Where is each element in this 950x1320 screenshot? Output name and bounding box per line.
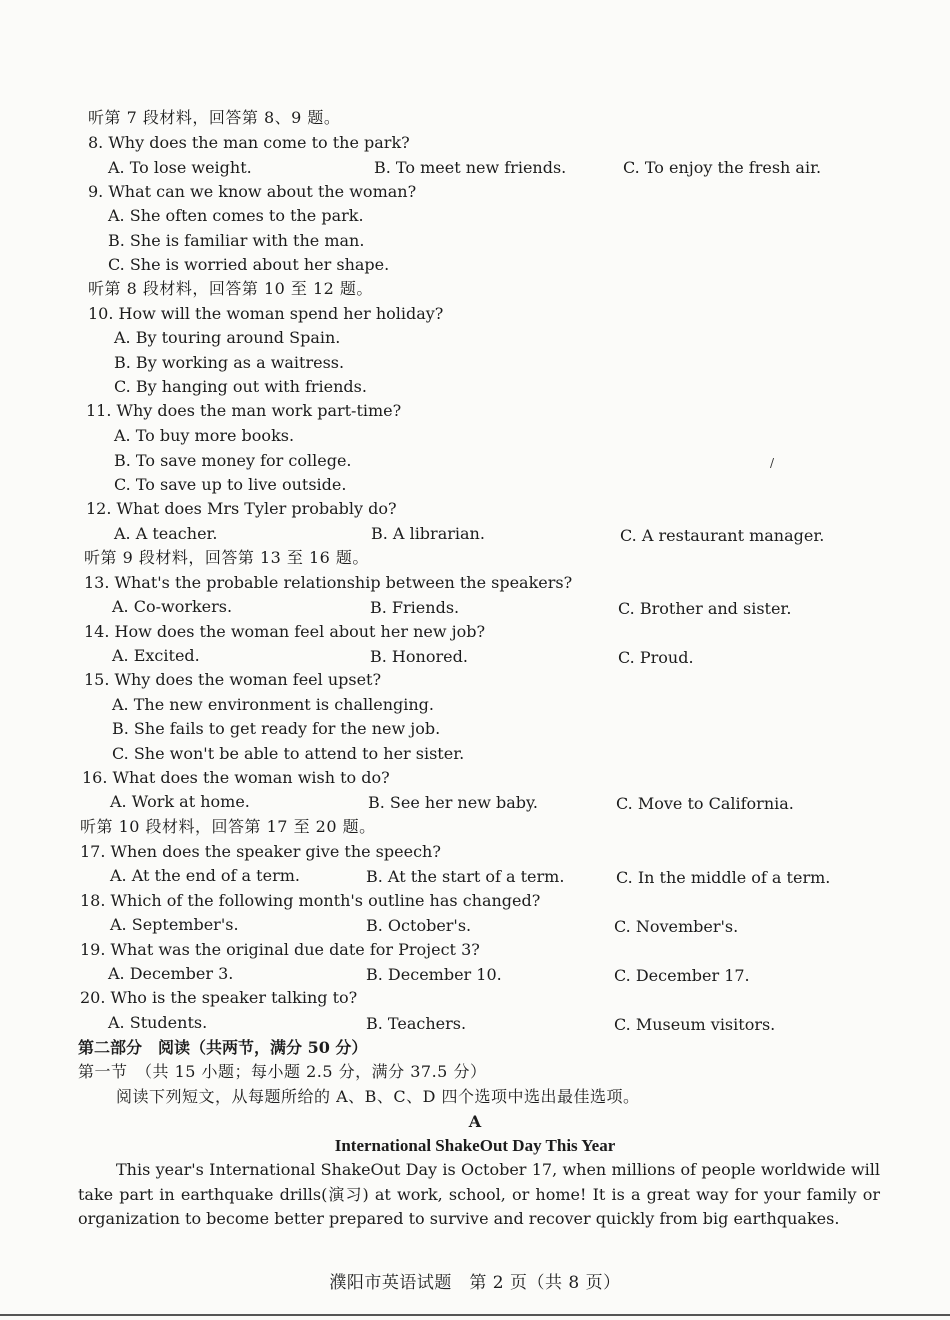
bottom-rule <box>0 1314 950 1316</box>
answer-option: B. She fails to get ready for the new job. <box>112 719 441 738</box>
answer-option: C. Move to California. <box>616 794 794 813</box>
section-heading: 第二部分 阅读（共两节，满分 50 分） <box>78 1038 368 1057</box>
answer-option: C. She won't be able to attend to her sister. <box>112 744 465 763</box>
answer-option: A. To buy more books. <box>114 426 295 445</box>
question-stem: 19. What was the original due date for Project 3? <box>80 940 480 959</box>
section-heading: 听第 7 段材料，回答第 8、9 题。 <box>88 108 341 127</box>
answer-option: B. See her new baby. <box>368 793 538 812</box>
answer-option: B. By working as a waitress. <box>114 353 345 372</box>
answer-option: B. At the start of a term. <box>366 867 565 886</box>
answer-option: A. September's. <box>110 915 239 934</box>
answer-option: A. Excited. <box>112 646 200 665</box>
question-stem: 18. Which of the following month's outline has changed? <box>80 891 541 910</box>
question-stem: 11. Why does the man work part-time? <box>86 401 402 420</box>
answer-option: C. A restaurant manager. <box>620 526 825 545</box>
question-stem: 16. What does the woman wish to do? <box>82 768 390 787</box>
question-stem: 13. What's the probable relationship between the speakers? <box>84 573 573 592</box>
question-stem: 14. How does the woman feel about her new job? <box>84 622 486 641</box>
answer-option: B. Honored. <box>370 647 468 666</box>
section-heading: 阅读下列短文，从每题所给的 A、B、C、D 四个选项中选出最佳选项。 <box>116 1087 640 1106</box>
section-heading: 听第 9 段材料，回答第 13 至 16 题。 <box>84 548 369 567</box>
passage-letter: A <box>468 1112 482 1131</box>
question-stem: 15. Why does the woman feel upset? <box>84 670 382 689</box>
answer-option: B. October's. <box>366 916 472 935</box>
answer-option: A. To lose weight. <box>108 158 252 177</box>
answer-option: A. At the end of a term. <box>110 866 300 885</box>
answer-option: B. Teachers. <box>366 1014 467 1033</box>
answer-option: B. December 10. <box>366 965 502 984</box>
page-footer: 濮阳市英语试题 第 2 页（共 8 页） <box>329 1273 621 1293</box>
answer-option: C. To save up to live outside. <box>114 475 347 494</box>
answer-option: C. November's. <box>614 917 739 936</box>
answer-option: A. She often comes to the park. <box>108 206 364 225</box>
answer-option: B. To save money for college. <box>114 451 352 470</box>
section-heading: 听第 8 段材料，回答第 10 至 12 题。 <box>88 279 373 298</box>
question-stem: 8. Why does the man come to the park? <box>88 133 410 152</box>
answer-option: C. Brother and sister. <box>618 599 792 618</box>
answer-option: C. She is worried about her shape. <box>108 255 390 274</box>
section-heading: 第一节 （共 15 小题；每小题 2.5 分，满分 37.5 分） <box>78 1062 487 1081</box>
answer-option: C. Museum visitors. <box>614 1015 776 1034</box>
answer-option: C. In the middle of a term. <box>616 868 831 887</box>
section-heading: 听第 10 段材料，回答第 17 至 20 题。 <box>80 817 376 836</box>
question-stem: 10. How will the woman spend her holiday? <box>88 304 444 323</box>
answer-option: C. By hanging out with friends. <box>114 377 367 396</box>
passage-title: International ShakeOut Day This Year <box>334 1136 616 1155</box>
answer-option: B. Friends. <box>370 598 460 617</box>
answer-option: A. December 3. <box>108 964 234 983</box>
answer-option: C. Proud. <box>618 648 694 667</box>
answer-option: A. Co-workers. <box>112 597 233 616</box>
stray-mark: / <box>770 456 775 470</box>
answer-option: A. A teacher. <box>114 524 218 543</box>
question-stem: 17. When does the speaker give the speech? <box>80 842 441 861</box>
question-stem: 20. Who is the speaker talking to? <box>80 988 358 1007</box>
answer-option: C. December 17. <box>614 966 750 985</box>
answer-option: A. The new environment is challenging. <box>112 695 435 714</box>
answer-option: A. Work at home. <box>110 792 250 811</box>
question-stem: 12. What does Mrs Tyler probably do? <box>86 499 397 518</box>
answer-option: B. To meet new friends. <box>374 158 567 177</box>
answer-option: A. By touring around Spain. <box>114 328 341 347</box>
passage-paragraph: This year's International ShakeOut Day is October 17, when millions of people worldwide will take part in earthquake drills(演习) at work, school, or home! It is a great way for your family or organization to become better prepared to survive and recover quickly from big earthquakes. <box>78 1160 880 1228</box>
answer-option: B. She is familiar with the man. <box>108 231 365 250</box>
answer-option: A. Students. <box>108 1013 208 1032</box>
question-stem: 9. What can we know about the woman? <box>88 182 417 201</box>
answer-option: B. A librarian. <box>371 524 485 543</box>
answer-option: C. To enjoy the fresh air. <box>623 158 822 177</box>
